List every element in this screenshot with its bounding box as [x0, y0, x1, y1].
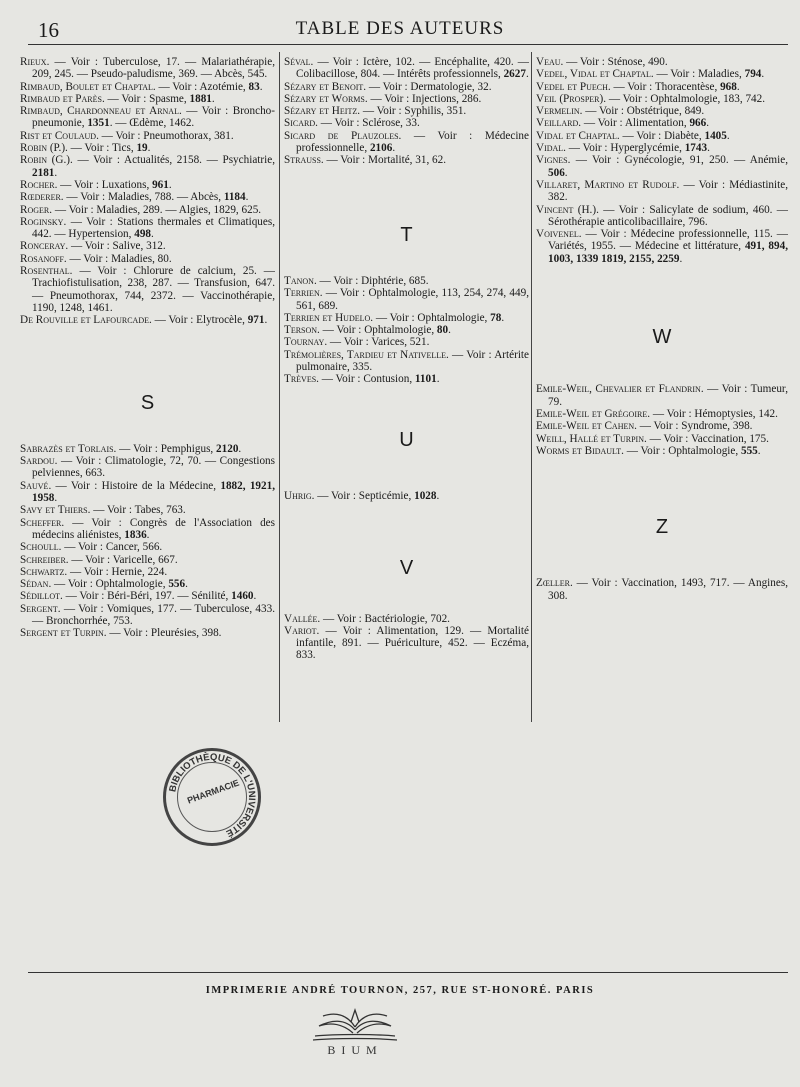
section-letter: T	[400, 223, 413, 246]
header-rule	[28, 44, 788, 45]
page-header	[0, 18, 800, 44]
author-name: Trèves.	[284, 373, 319, 386]
index-entry	[20, 105, 275, 130]
entry-references: — Voir : Hyperglycémie,	[565, 142, 685, 155]
index-entry	[20, 191, 275, 203]
author-name: Robin (P.).	[20, 142, 68, 155]
index-entry	[536, 93, 788, 105]
index-entry	[20, 603, 275, 628]
entry-references: — Voir : Tuberculose, 17. — Malariathérapie, 209, 245. — Pseudo-paludisme, 369. — Abcès, 545.	[32, 56, 275, 81]
entry-references: — Voir : Climatologie, 72, 70. — Congestions pelviennes, 663.	[32, 455, 275, 480]
entry-references: — Voir : Hernie, 224.	[67, 565, 168, 578]
footer-rule	[28, 972, 788, 973]
index-entry	[536, 142, 788, 154]
entry-references: — Voir : Contusion,	[318, 373, 415, 386]
entry-references-tail: .	[707, 142, 710, 155]
printer-imprint: IMPRIMERIE ANDRÉ TOURNON, 257, RUE ST-HONORÉ. PARIS	[205, 985, 595, 996]
author-name: Terson.	[284, 324, 320, 337]
index-entry	[284, 336, 529, 348]
entry-references: — Voir : Vaccination, 175.	[646, 432, 769, 445]
entry-references: — Voir : Ophtalmologie, 113, 254, 274, 449, 561, 689.	[296, 287, 529, 312]
page-reference-bold: 556	[168, 578, 186, 591]
author-name: Sézary et Benoit.	[284, 80, 367, 93]
author-name: Rimbaud, Chardonneau et Arnal.	[20, 105, 182, 118]
library-stamp	[163, 748, 261, 846]
author-name: Rœderer.	[20, 191, 64, 204]
page-reference-bold: 2627	[503, 68, 526, 81]
author-name: Sédillot.	[20, 590, 63, 603]
entry-references: — Voir : Maladies, 788. — Abcès,	[63, 191, 224, 204]
page-reference-bold: 1405	[704, 129, 727, 142]
section-letter: W	[652, 326, 672, 349]
page-reference-bold: 1836	[124, 528, 147, 541]
page-reference-bold: 1882, 1921, 1958	[32, 479, 275, 505]
index-entry	[536, 117, 788, 129]
index-column-3	[536, 56, 788, 602]
index-entry	[284, 312, 529, 324]
author-name: Sicard de Plauzoles.	[284, 129, 402, 142]
author-name: Schreiber.	[20, 553, 69, 566]
author-name: De Rouville et Lafourcade.	[20, 314, 152, 327]
index-entry	[20, 240, 275, 252]
author-name: Zœller.	[536, 577, 573, 590]
entry-references: — Voir : Béri-Béri, 197. — Sénilité,	[62, 590, 232, 603]
entry-references: — Voir : Obstétrique, 849.	[582, 105, 705, 118]
author-name: Variot.	[284, 624, 320, 637]
index-entry	[536, 445, 788, 457]
entry-references-tail: .	[448, 324, 451, 337]
entry-references-tail: .	[238, 442, 242, 455]
page-reference-bold: 1101	[414, 373, 437, 386]
entry-references-tail: .	[564, 166, 568, 179]
entry-references: — Voir : Ophtalmologie,	[623, 444, 741, 457]
page-reference-bold: 794	[744, 68, 762, 81]
page-reference-bold: 2106	[369, 142, 393, 155]
index-entry	[536, 68, 788, 80]
author-name: Terrien et Hudelo.	[284, 311, 374, 324]
entry-references: — Voir : Maladies,	[653, 68, 745, 81]
index-entry	[20, 93, 275, 105]
entry-references-tail: .	[726, 129, 730, 142]
entry-references: — Voir : Pemphigus,	[116, 442, 217, 455]
entry-references: — Voir : Tabes, 763.	[90, 504, 186, 517]
author-name: Savy et Thiers.	[20, 504, 91, 517]
index-entry	[20, 81, 275, 93]
entry-references: — Voir : Médiastinite, 382.	[548, 178, 788, 204]
entry-references: — Voir : Spasme,	[104, 92, 190, 105]
author-name: Schoull.	[20, 541, 62, 554]
author-name: Vallée.	[284, 612, 321, 625]
entry-references: — Voir : Congrès de l'Association des médecins aliénistes,	[32, 516, 275, 541]
index-entry	[536, 130, 788, 142]
author-name: Veillard.	[536, 117, 582, 130]
author-name: Ronceray.	[20, 240, 69, 253]
author-name: Scheffer.	[20, 516, 65, 529]
bium-logo-icon	[305, 1000, 405, 1062]
index-entry	[284, 287, 529, 312]
author-name: Sergent et Turpin.	[20, 627, 107, 640]
author-name: Vermelin.	[536, 105, 583, 118]
entry-references: — Voir : Alimentation, 129. — Mortalité infantile, 891. — Puériculture, 452. — Eczéma, 833.	[296, 624, 529, 662]
index-entry	[536, 408, 788, 420]
author-name: Terrien.	[284, 287, 323, 300]
entry-references-tail: .	[436, 489, 440, 502]
page-reference-bold: 19	[136, 142, 148, 155]
index-entry	[20, 443, 275, 455]
index-entry	[20, 480, 275, 505]
entry-references: — Voir : Ophtalmologie,	[373, 311, 491, 324]
index-entry	[20, 517, 275, 542]
entry-references: — Voir : Tumeur, 79.	[548, 383, 788, 408]
entry-references-tail: .	[525, 68, 529, 81]
index-entry	[536, 433, 788, 445]
index-entry	[20, 253, 275, 265]
entry-references-tail: . — Œdème, 1462.	[109, 117, 195, 130]
entry-references-tail: .	[146, 528, 150, 541]
index-entry	[20, 554, 275, 566]
entry-references: — Voir : Histoire de la Médecine,	[51, 479, 221, 492]
author-name: Sauvé.	[20, 479, 52, 492]
author-name: Vidal.	[536, 142, 566, 155]
entry-references: — Voir : Alimentation,	[581, 117, 690, 130]
page-reference-bold: 2181	[32, 166, 55, 179]
index-entry	[20, 541, 275, 553]
entry-references: — Voir : Chlorure de calcium, 25. — Trachiofistulisation, 238, 287. — Transfusion, 647. — Pneumothorax, 744, 2372. — Vaccinothérapie, 1190, 1248, 1461.	[32, 265, 275, 314]
entry-references-tail: .	[185, 578, 188, 591]
entry-references: — Voir : Hémoptysies, 142.	[650, 407, 778, 420]
entry-references-tail: .	[151, 228, 154, 241]
page-reference-bold: 966	[689, 117, 707, 130]
page-reference-bold: 971	[247, 314, 265, 327]
entry-references: — Voir : Vomiques, 177. — Tuberculose, 433. — Bronchorrhée, 753.	[32, 602, 275, 627]
entry-references: — Voir : Diabète,	[619, 129, 705, 142]
author-name: Vedel et Puech.	[536, 80, 611, 93]
entry-references: — Voir : Injections, 286.	[367, 92, 482, 105]
author-name: Sergent.	[20, 602, 61, 615]
author-name: Vidal et Chaptal.	[536, 129, 620, 142]
author-name: Worms et Bidault.	[536, 444, 624, 457]
index-entry	[284, 275, 529, 287]
stamp-center-text: PHARMACIE	[185, 777, 241, 806]
author-name: Sicard.	[284, 117, 318, 130]
index-entry	[20, 265, 275, 314]
index-entry	[536, 179, 788, 204]
index-column-2	[284, 56, 529, 662]
index-entry	[20, 130, 275, 142]
entry-references: — Voir : Bactériologie, 702.	[320, 612, 450, 625]
entry-references: — Voir : Ophtalmologie,	[319, 324, 437, 337]
author-name: Sézary et Heitz.	[284, 105, 361, 118]
index-entry	[284, 490, 529, 502]
index-entry	[20, 179, 275, 191]
section-letter: V	[399, 557, 414, 580]
page-reference-bold: 80	[436, 324, 449, 337]
column-divider	[279, 52, 280, 722]
author-name: Vedel, Vidal et Chaptal.	[536, 68, 654, 81]
author-name: Rosanoff.	[20, 252, 67, 265]
author-name: Schwartz.	[20, 565, 68, 578]
entry-references-tail: .	[679, 252, 683, 265]
index-entry	[536, 154, 788, 179]
index-entry	[20, 204, 275, 216]
page-reference-bold: 2120	[216, 442, 239, 455]
section-letter: S	[140, 391, 155, 414]
column-divider	[531, 52, 532, 722]
entry-references-tail: .	[54, 492, 58, 505]
author-name: Rieux.	[20, 56, 50, 68]
author-name: Uhrig.	[284, 489, 315, 502]
entry-references: — Voir : Salicylate de sodium, 460. — Sérothérapie anticolibacillaire, 796.	[548, 203, 788, 228]
entry-references: — Voir : Varicelle, 667.	[68, 553, 178, 566]
entry-references: — Voir : Pneumothorax, 381.	[98, 129, 234, 142]
author-name: Emile-Weil, Chevalier et Flandrin.	[536, 383, 704, 396]
page-reference-bold: 498	[134, 228, 152, 241]
entry-references-tail: .	[761, 68, 765, 81]
page-reference-bold: 1184	[223, 191, 246, 204]
author-name: Rimbaud et Parès.	[20, 92, 105, 105]
index-entry	[20, 142, 275, 154]
page-reference-bold: 968	[720, 80, 737, 93]
index-entry	[536, 228, 788, 265]
page-reference-bold: 1881	[189, 92, 212, 105]
page-reference-bold: 506	[548, 166, 565, 179]
running-title: TABLE DES AUTEURS	[295, 18, 505, 39]
index-entry	[284, 613, 529, 625]
author-name: Emile-Weil et Cahen.	[536, 420, 637, 433]
author-name: Tanon.	[284, 274, 317, 287]
bium-logo-text: BIUM	[327, 1043, 383, 1057]
page-reference-bold: 1351	[87, 117, 110, 130]
index-entry	[20, 627, 275, 639]
index-entry	[536, 577, 788, 602]
entry-references: — Voir : Actualités, 2158. — Psychiatrie,	[72, 154, 275, 167]
stamp-ring-label: BIBLIOTHÈQUE DE L'UNIVERSITÉ	[167, 751, 258, 839]
index-entry	[20, 578, 275, 590]
index-entry	[284, 324, 529, 336]
entry-references: — Voir : Ictère, 102. — Encéphalite, 420. — Colibacillose, 804. — Intérêts professionnels,	[296, 56, 529, 81]
index-entry	[284, 117, 529, 129]
author-name: Vignes.	[536, 154, 571, 167]
author-name: Robin (G.).	[20, 154, 73, 167]
entry-references: — Voir : Stations thermales et Climatiques, 442. — Hypertension,	[32, 215, 275, 241]
index-entry	[20, 56, 275, 81]
index-entry	[284, 130, 529, 155]
index-entry	[20, 154, 275, 179]
author-name: Rimbaud, Boulet et Chaptal.	[20, 80, 156, 93]
entry-references: — Voir : Syphilis, 351.	[360, 105, 467, 118]
entry-references: — Voir : Pleurésies, 398.	[106, 627, 222, 640]
author-name: Sézary et Worms.	[284, 92, 368, 105]
entry-references: — Voir : Thoracentèse,	[610, 80, 721, 93]
author-name: Sardou.	[20, 455, 58, 468]
entry-references-tail: .	[253, 590, 257, 603]
author-name: Villaret, Martino et Rudolf.	[536, 178, 680, 191]
entry-references: — Voir : Médecine professionnelle,	[296, 129, 529, 155]
entry-references: — Voir : Diphtérie, 685.	[316, 274, 429, 287]
entry-references-tail: .	[706, 117, 710, 130]
author-name: Voivenel.	[536, 228, 582, 241]
entry-references-tail: .	[436, 373, 440, 386]
section-letter: U	[399, 428, 414, 451]
entry-references: — Voir : Syndrome, 398.	[636, 420, 753, 433]
index-entry	[284, 105, 529, 117]
author-name: Sabrazès et Torlais.	[20, 442, 117, 455]
page-reference-bold: 1460	[231, 590, 254, 603]
entry-references-tail: .	[264, 314, 268, 327]
page-reference-bold: 961	[152, 178, 169, 191]
author-name: Vincent (H.).	[536, 203, 599, 216]
entry-references: — Voir : Azotémie,	[155, 80, 249, 93]
section-letter: Z	[655, 516, 669, 539]
entry-references: — Voir : Dermatologie, 32.	[366, 80, 492, 93]
page-number: 16	[38, 18, 59, 42]
entry-references: — Voir : Ophtalmologie,	[51, 578, 169, 591]
author-name: Veil (Prosper).	[536, 92, 607, 105]
author-name: Rosenthal.	[20, 265, 73, 278]
page-reference-bold: 491, 894, 1003, 1339 1819, 2155, 2259	[548, 240, 788, 265]
entry-references: — Voir : Broncho-pneumonie,	[32, 105, 275, 130]
entry-references: — Voir : Artérite pulmonaire, 335.	[296, 348, 530, 374]
index-entry	[536, 56, 788, 68]
page-reference-bold: 555	[740, 444, 758, 457]
index-entry	[284, 154, 529, 166]
entry-references: — Voir : Mortalité, 31, 62.	[323, 154, 447, 167]
entry-references: — Voir : Médecine professionnelle, 115. — Variétés, 1955. — Médecine et littérature,	[548, 228, 788, 253]
entry-references-tail: .	[147, 142, 151, 155]
index-entry	[536, 81, 788, 93]
entry-references: — Voir : Elytrocèle,	[151, 314, 248, 327]
index-entry	[284, 625, 529, 662]
entry-references: — Voir : Luxations,	[57, 178, 153, 191]
author-name: Rist et Coulaud.	[20, 129, 99, 142]
entry-references: — Voir : Varices, 521.	[327, 336, 430, 349]
entry-references-tail: .	[392, 142, 396, 155]
page-reference-bold: 78	[490, 311, 502, 324]
author-name: Strauss.	[284, 154, 324, 167]
entry-references-tail: .	[259, 80, 263, 93]
index-entry	[536, 204, 788, 229]
index-entry	[20, 314, 275, 326]
entry-references: — Voir : Maladies, 289. — Algies, 1829, 625.	[52, 203, 262, 216]
entry-references: — Voir : Septicémie,	[314, 489, 415, 502]
index-entry	[536, 383, 788, 408]
index-entry	[20, 590, 275, 602]
index-entry	[20, 504, 275, 516]
entry-references: — Voir : Ophtalmologie, 183, 742.	[606, 92, 766, 105]
author-name: Trémolières, Tardieu et Nativelle.	[284, 348, 449, 361]
author-name: Tournay.	[284, 336, 328, 349]
index-entry	[20, 216, 275, 241]
index-entry	[284, 93, 529, 105]
author-name: Sédan.	[20, 578, 52, 591]
author-name: Weill, Hallé et Turpin.	[536, 432, 647, 445]
index-entry	[20, 566, 275, 578]
entry-references: — Voir : Salive, 312.	[68, 240, 166, 253]
author-name: Roginsky.	[20, 215, 67, 228]
entry-references-tail: .	[501, 311, 505, 324]
index-column-1	[20, 56, 275, 640]
entry-references: — Voir : Gynécologie, 91, 250. — Anémie,	[570, 154, 788, 167]
entry-references: — Voir : Tics,	[67, 142, 137, 155]
entry-references: — Voir : Sclérose, 33.	[317, 117, 420, 130]
page-reference-bold: 1028	[414, 489, 437, 502]
entry-references: — Voir : Vaccination, 1493, 717. — Angines, 308.	[548, 577, 788, 602]
author-name: Séval.	[284, 56, 314, 68]
index-entry	[284, 373, 529, 385]
index-entry	[20, 455, 275, 480]
page-reference-bold: 1743	[684, 142, 708, 155]
author-name: Veau.	[536, 56, 564, 68]
entry-references: — Voir : Cancer, 566.	[61, 541, 163, 554]
entry-references-tail: .	[168, 178, 172, 191]
entry-references: — Voir : Sténose, 490.	[563, 56, 668, 68]
author-name: Rocher.	[20, 178, 58, 191]
entry-references-tail: .	[245, 191, 249, 204]
index-entry	[284, 81, 529, 93]
entry-references-tail: .	[211, 92, 215, 105]
index-entry	[284, 56, 529, 81]
index-entry	[536, 420, 788, 432]
index-entry	[284, 349, 529, 374]
entry-references: — Voir : Maladies, 80.	[66, 252, 172, 265]
entry-references-tail: .	[54, 166, 58, 179]
page-reference-bold: 83	[248, 80, 260, 93]
author-name: Roger.	[20, 203, 53, 216]
author-name: Emile-Weil et Grégoire.	[536, 407, 651, 420]
entry-references-tail: .	[757, 444, 761, 457]
index-entry	[536, 105, 788, 117]
entry-references-tail: .	[736, 80, 740, 93]
